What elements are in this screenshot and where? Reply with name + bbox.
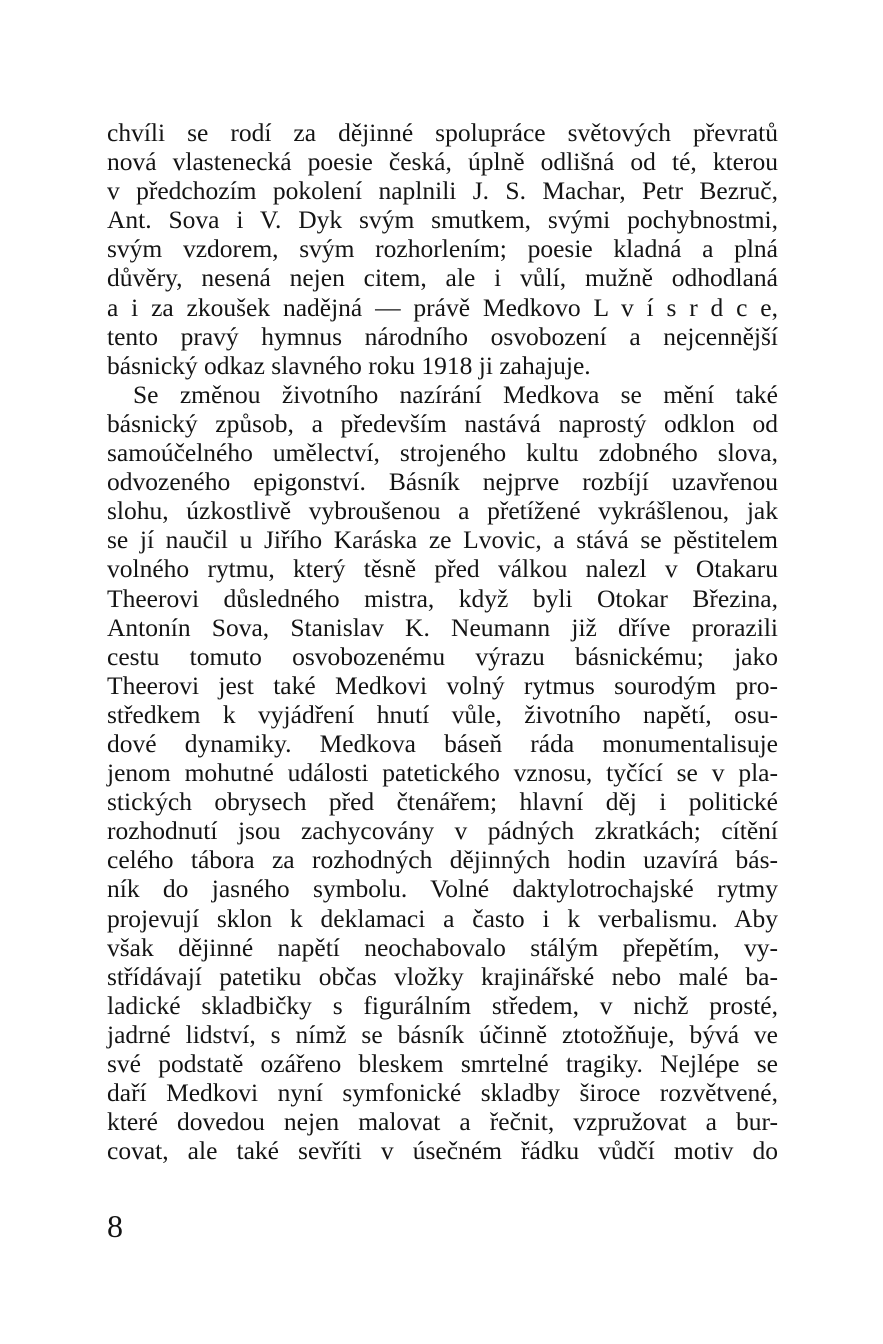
text-line: Theerovi důsledného mistra, když byli Otokar Březina,	[107, 583, 778, 613]
text-line: básnický způsob, a především nastává naprostý odklon od	[107, 408, 778, 438]
text-line: celého tábora za rozhodných dějinných hodin uzavírá bás-	[107, 845, 778, 875]
text-line: ladické skladbičky s figurálním středem, v nichž prosté,	[107, 990, 778, 1020]
text-line: střídávají patetiku občas vložky krajinářské nebo malé ba-	[107, 961, 778, 991]
text-line: v předchozím pokolení naplnili J. S. Machar, Petr Bezruč,	[107, 176, 778, 206]
text-line: samoúčelného umělectví, strojeného kultu zdobného slova,	[107, 438, 778, 468]
text-line: slohu, úzkostlivě vybroušenou a přetížené vykrášlenou, jak	[107, 496, 778, 526]
text-line: které dovedou nejen malovat a řečnit, vzpružovat a bur-	[107, 1107, 778, 1137]
text-line: chvíli se rodí za dějinné spolupráce světových převratů	[107, 118, 778, 147]
text-line: středkem k vyjádření hnutí vůle, životního napětí, osu-	[107, 699, 778, 729]
text-line: stických obrysech před čtenářem; hlavní děj i politické	[107, 787, 778, 817]
text-line: dové dynamiky. Medkova báseň ráda monumentalisuje	[107, 728, 778, 758]
text-line: jenom mohutné události patetického vznosu, tyčící se v pla-	[107, 758, 778, 788]
text-line: však dějinné napětí neochabovalo stálým přepětím, vy-	[107, 932, 778, 962]
text-line: důvěry, nesená nejen citem, ale i vůlí, mužně odhodlaná	[107, 263, 778, 293]
text-line: Se změnou životního nazírání Medkova se mění také	[133, 379, 778, 409]
paragraph-2	[107, 380, 778, 1166]
text-line: Ant. Sova i V. Dyk svým smutkem, svými pochybnostmi,	[107, 205, 778, 235]
text-line: tento pravý hymnus národního osvobození a nejcennější	[107, 321, 778, 351]
text-line: a i za zkoušek nadějná — právě Medkovo L v í s r d c e,	[107, 292, 778, 322]
text-line: nová vlastenecká poesie česká, úplně odlišná od té, kterou	[107, 147, 778, 177]
text-line: daří Medkovi nyní symfonické skladby široce rozvětvené,	[107, 1078, 778, 1108]
paragraph-1	[107, 118, 778, 380]
text-line: ník do jasného symbolu. Volné daktylotrochajské rytmy	[107, 874, 778, 904]
text-line: svým vzdorem, svým rozhorlením; poesie kladná a plná	[107, 234, 778, 264]
text-line: cestu tomuto osvobozenému výrazu básnickému; jako	[107, 641, 778, 671]
text-line: jadrné lidství, s nímž se básník účinně ztotožňuje, bývá ve	[107, 1019, 778, 1049]
text-line: projevují sklon k deklamaci a často i k verbalismu. Aby	[107, 903, 778, 933]
text-line: covat, ale také sevříti v úsečném řádku vůdčí motiv do	[107, 1136, 778, 1166]
text-line: Antonín Sova, Stanislav K. Neumann již dříve prorazili	[107, 612, 778, 642]
text-line: své podstatě ozářeno bleskem smrtelné tragiky. Nejlépe se	[107, 1049, 778, 1078]
text-line: básnický odkaz slavného roku 1918 ji zahajuje.	[107, 350, 591, 380]
page-number: 8	[107, 1208, 123, 1244]
text-line: se jí naučil u Jiřího Karáska ze Lvovic, a stává se pěstitelem	[107, 525, 778, 555]
text-line: rozhodnutí jsou zachycovány v pádných zkratkách; cítění	[107, 816, 778, 846]
text-line: Theerovi jest také Medkovi volný rytmus sourodým pro-	[107, 670, 778, 700]
text-line: volného rytmu, který těsně před válkou nalezl v Otakaru	[107, 554, 778, 584]
body-text	[107, 118, 778, 1165]
text-line: odvozeného epigonství. Básník nejprve rozbíjí uzavřenou	[107, 467, 778, 497]
